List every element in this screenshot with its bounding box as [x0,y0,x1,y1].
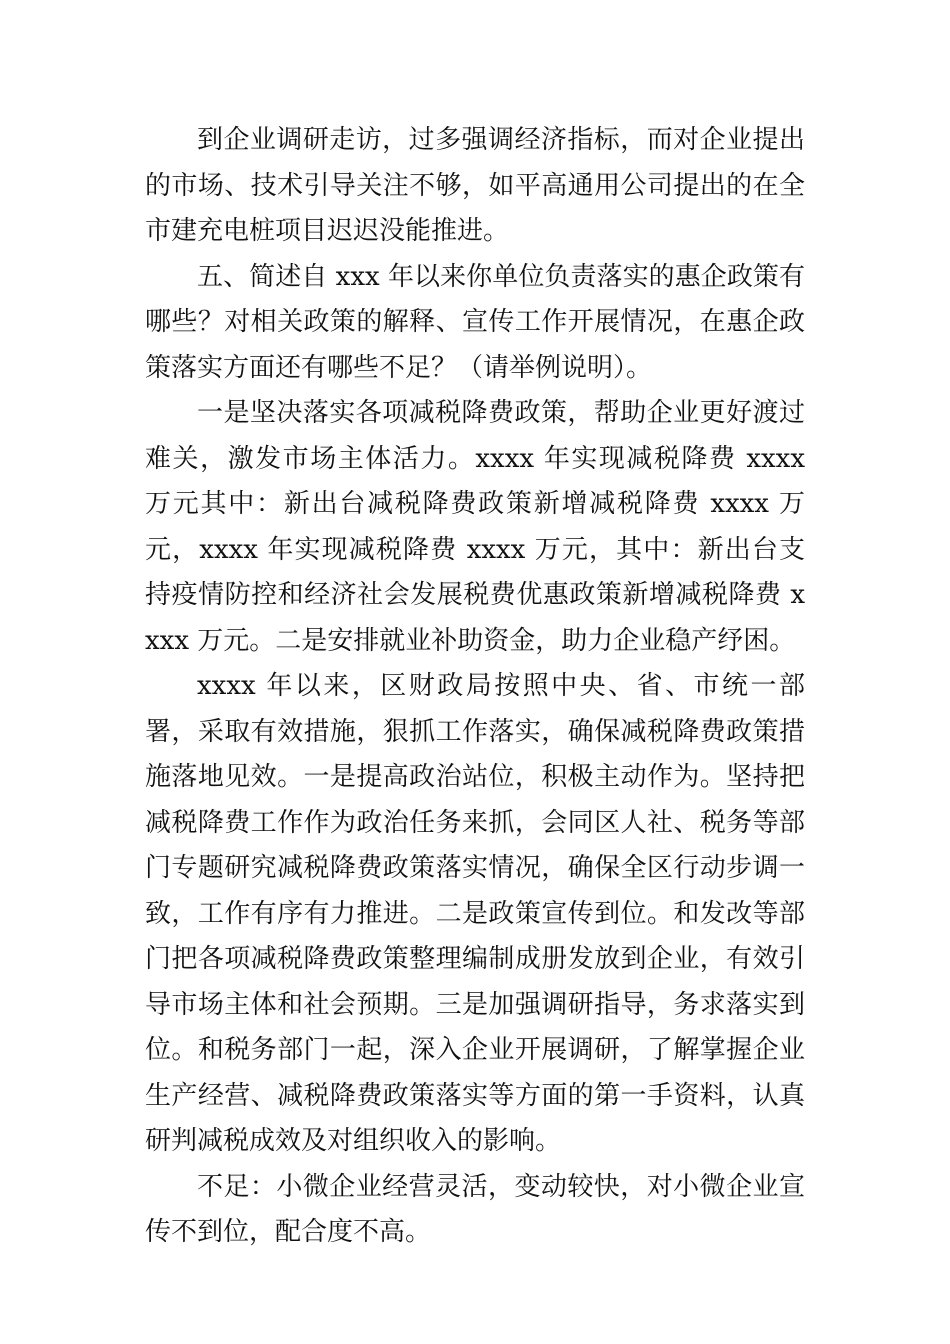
paragraph-1: 到企业调研走访，过多强调经济指标，而对企业提出的市场、技术引导关注不够，如平高通用公司提出的在全市建充电桩项目迟迟没能推进。 [145,125,805,246]
document-body [145,118,805,1256]
paragraph-3: 一是坚决落实各项减税降费政策，帮助企业更好渡过难关，激发市场主体活力。xxxx 年实现减税降费 xxxx 万元其中：新出台减税降费政策新增减税降费 xxxx 万元，xxxx 年实现减税降费 xxxx 万元，其中：新出台支持疫情防控和经济社会发展税费优惠政策新增减税降费 xxxx 万元。二是安排就业补助资金，助力企业稳产纾困。 [145,398,805,656]
paragraph-5-shortcomings: 不足：小微企业经营灵活，变动较快，对小微企业宣传不到位，配合度不高。 [145,1171,805,1247]
paragraph-2-question-five: 五、简述自 xxx 年以来你单位负责落实的惠企政策有哪些？对相关政策的解释、宣传工作开展情况，在惠企政策落实方面还有哪些不足？（请举例说明）。 [145,261,805,383]
paragraph-4: xxxx 年以来，区财政局按照中央、省、市统一部署，采取有效措施，狠抓工作落实，确保减税降费政策措施落地见效。一是提高政治站位，积极主动作为。坚持把减税降费工作作为政治任务来抓，会同区人社、税务等部门专题研究减税降费政策落实情况，确保全区行动步调一致，工作有序有力推进。二是政策宣传到位。和发改等部门把各项减税降费政策整理编制成册发放到企业，有效引导市场主体和社会预期。三是加强调研指导，务求落实到位。和税务部门一起，深入企业开展调研，了解掌握企业生产经营、减税降费政策落实等方面的第一手资料，认真研判减税成效及对组织收入的影响。 [145,671,805,1156]
